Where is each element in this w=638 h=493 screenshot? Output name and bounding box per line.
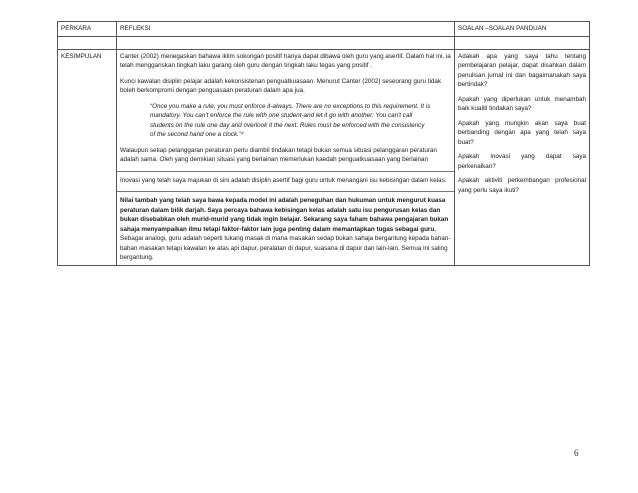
soalan-2: Apakah yang diperlukan untuk menambah baik kualiti tindakan saya? (458, 95, 586, 112)
spacer-row (58, 36, 590, 49)
refleksi-paragraph-3: Walaupun setiap pelanggaran peraturan perlu diambil tindakan tetapi bukan semua situasi pelanggaran peraturan adalah sama. Oleh yang demikian situasi yang berlainan memerlukan kaedah penguatkuasaan yang berlainan (120, 146, 437, 163)
page-number: 6 (574, 448, 579, 458)
soalan-3: Apakah yang mungkin akan saya buat berbanding dengan apa yang telah saya buat? (458, 119, 586, 146)
header-perkara: PERKARA (58, 22, 117, 37)
soalan-4: Apakah inovasi yang dapat saya perkenalkan? (458, 153, 586, 170)
reflection-table (57, 21, 590, 266)
cell-perkara: KESIMPULAN (58, 49, 117, 265)
soalan-1: Adakah apa yang saya tahu tentang pembelajaran pelajar, dapat disahkan dalam penulisan jurnal ini dan bagaimanakah saya bertindak? (458, 52, 586, 88)
refleksi-paragraph-4: Inovasi yang telah saya majukan di sini adalah disiplin asertif bagi guru untuk menangani isu kebisingan dalam kelas. (120, 176, 447, 184)
divider (117, 171, 454, 172)
cell-refleksi (117, 49, 455, 265)
header-refleksi: REFLEKSI (117, 22, 455, 37)
table-row (58, 49, 590, 265)
divider (117, 191, 454, 192)
canter-quote: “Once you make a rule, you must enforce it-always. There are no exceptions to this requirement. It is mandatory. You can't enforce the rule with one student-and let it go with another. You can't call students on the rule one day and overlook it the next. Rules must be enforced with the consistency of the second hand one a clock.”⁴ (150, 102, 431, 138)
header-soalan: SOALAN –SOALAN PANDUAN (455, 22, 590, 37)
refleksi-paragraph-5 (120, 196, 451, 263)
table-header-row (58, 22, 590, 37)
refleksi-paragraph-2: Kunci kawalan disiplin pelajar adalah kekonsistenan penguatkuasaan. Menurut Canter (2002) seseorang guru tidak boleh berkompromi dengan penguasaan peraturan dalam apa jua. (120, 77, 441, 94)
refleksi-paragraph-5-bold: Nilai tambah yang telah saya bawa kepada model ini adalah peneguhan dan hukuman untuk mengurut kuasa peraturan dalam bilik darjah. Saya percaya bahawa kebisingan kelas adalah satu isu pengurusan kelas dan bukan disebabkan oleh murid-murid yang tidak ingin belajar. Sekarang saya faham bahawa pengajaran bukan sahaja menyampaikan ilmu tetapi faktor-faktor lain juga penting dalam memantapkan tugas sebagai guru. (120, 197, 449, 233)
cell-soalan (455, 49, 590, 265)
refleksi-paragraph-1: Canter (2002) menegaskan bahawa iklim sokongan positif hanya dapat dibawa oleh guru yang asertif. Dalam hal ini, ia telah menggariskan tingkah laku garang oleh guru dengan tingkah laku tegas yang positif . (120, 52, 451, 69)
soalan-5: Apakah aktiviti perkembangan profesional yang perlu saya ikuti? (458, 177, 586, 194)
refleksi-paragraph-5-rest: Sebagai analogi, guru adalah seperti tukang masak di mana masakan sedap bukan sahaja bergantung kepada bahan-bahan masakan tetapi kawalan ke atas api dapur, peralatan di dapur, suasana di dapur dan lain-lain. Semua ini saling bergantung. (120, 235, 451, 261)
